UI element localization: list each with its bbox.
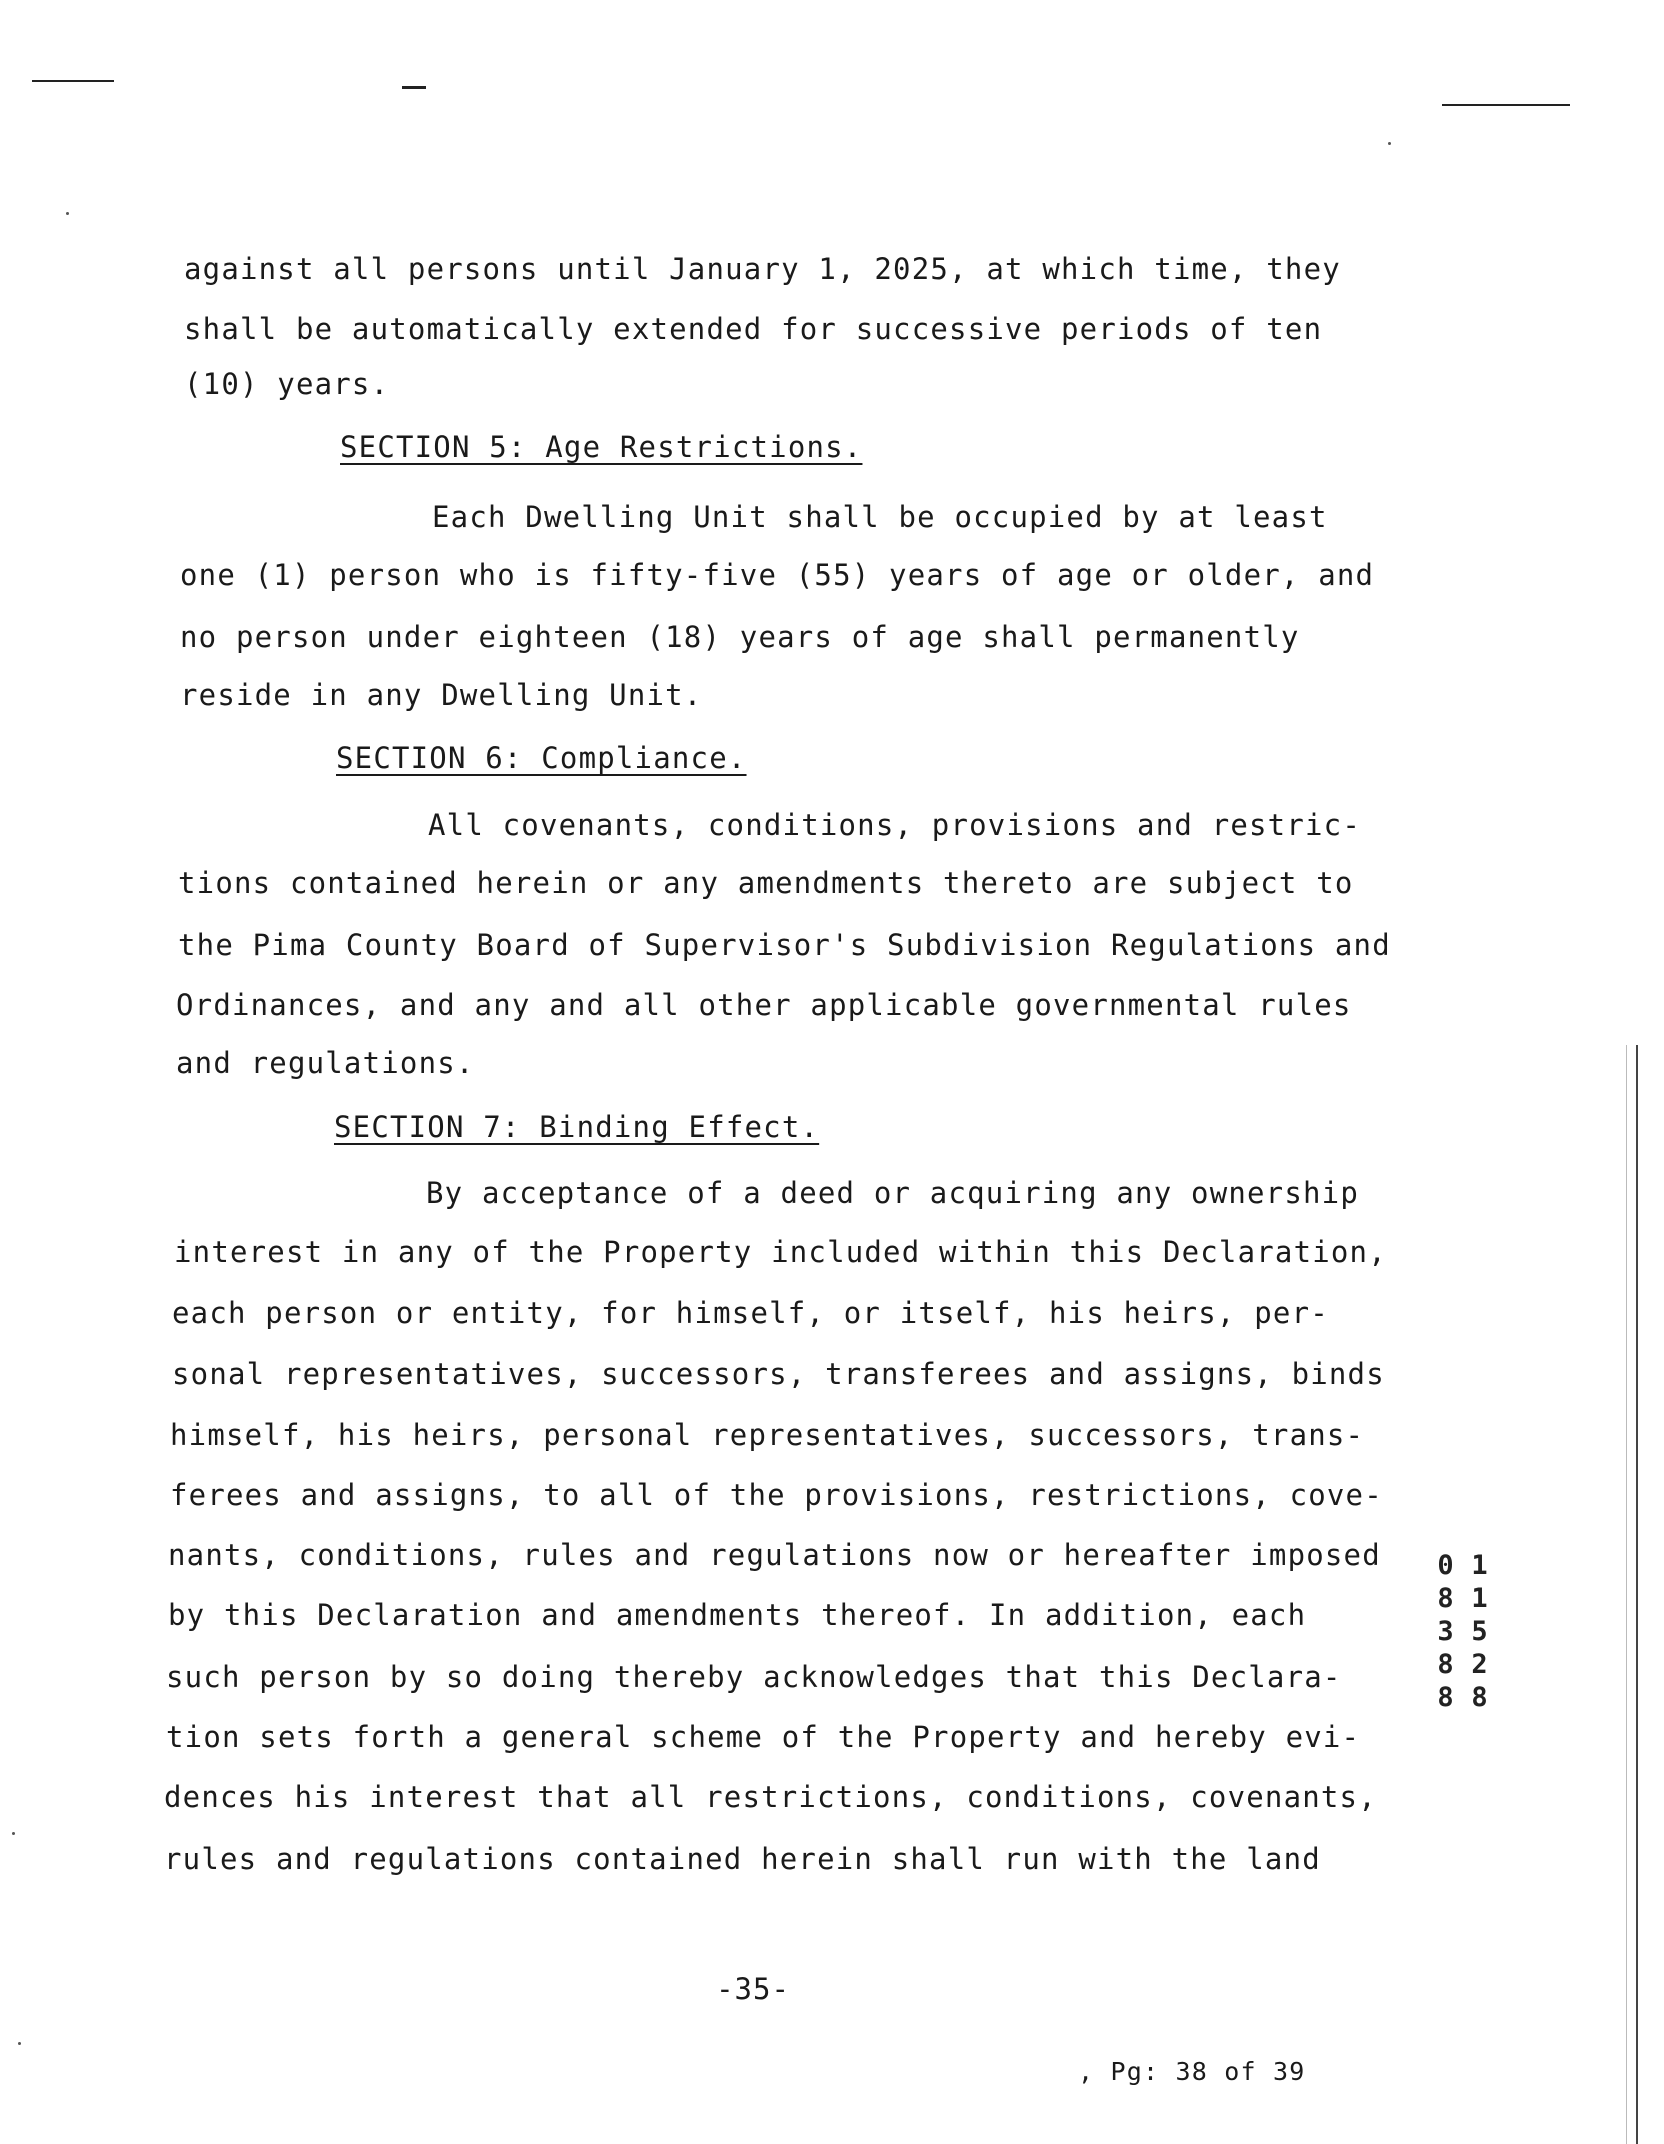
body-line: by this Declaration and amendments thereof. In addition, each xyxy=(168,1598,1307,1632)
section-7-heading: SECTION 7: Binding Effect. xyxy=(334,1110,820,1144)
body-line: such person by so doing thereby acknowledges that this Declara- xyxy=(166,1660,1342,1694)
body-line: shall be automatically extended for successive periods of ten xyxy=(184,312,1323,346)
body-line: nants, conditions, rules and regulations now or hereafter imposed xyxy=(168,1538,1381,1572)
recording-stamp: 11528 08388 xyxy=(1430,1550,1495,1715)
body-line: no person under eighteen (18) years of age shall permanently xyxy=(180,620,1300,654)
body-line: sonal representatives, successors, transferees and assigns, binds xyxy=(172,1357,1385,1391)
body-line: dences his interest that all restrictions, conditions, covenants, xyxy=(164,1780,1377,1814)
body-line: tions contained herein or any amendments thereto are subject to xyxy=(178,866,1354,900)
scan-speck xyxy=(12,1832,15,1835)
scan-mark xyxy=(402,86,426,89)
body-line: one (1) person who is fifty-five (55) years of age or older, and xyxy=(180,558,1375,592)
page-count-footer: , Pg: 38 of 39 xyxy=(1078,2057,1306,2086)
scan-speck xyxy=(1388,142,1391,145)
body-line: and regulations. xyxy=(176,1046,475,1080)
body-line: each person or entity, for himself, or itself, his heirs, per- xyxy=(172,1296,1329,1330)
scan-speck xyxy=(18,2042,21,2045)
scan-mark xyxy=(1442,104,1570,106)
body-line: (10) years. xyxy=(184,367,390,401)
body-line: ferees and assigns, to all of the provisions, restrictions, cove- xyxy=(170,1478,1383,1512)
scan-speck xyxy=(66,212,69,215)
body-line: All covenants, conditions, provisions and restric- xyxy=(428,808,1361,842)
body-line: the Pima County Board of Supervisor's Subdivision Regulations and xyxy=(178,928,1391,962)
body-line: Ordinances, and any and all other applicable governmental rules xyxy=(176,988,1352,1022)
scan-edge-line xyxy=(1626,1045,1627,2144)
body-line: interest in any of the Property included within this Declaration, xyxy=(174,1235,1387,1269)
body-line: rules and regulations contained herein shall run with the land xyxy=(164,1842,1321,1876)
body-line: tion sets forth a general scheme of the Property and hereby evi- xyxy=(166,1720,1361,1754)
page-number: -35- xyxy=(716,1972,790,2006)
section-6-heading: SECTION 6: Compliance. xyxy=(336,741,747,775)
body-line: reside in any Dwelling Unit. xyxy=(180,678,703,712)
scan-mark xyxy=(32,80,114,82)
body-line: Each Dwelling Unit shall be occupied by at least xyxy=(432,500,1328,534)
body-line: against all persons until January 1, 2025, at which time, they xyxy=(184,252,1341,286)
body-line: himself, his heirs, personal representatives, successors, trans- xyxy=(170,1418,1365,1452)
body-line: By acceptance of a deed or acquiring any ownership xyxy=(426,1176,1359,1210)
section-5-heading: SECTION 5: Age Restrictions. xyxy=(340,430,863,464)
scan-edge-line xyxy=(1636,1045,1638,2144)
